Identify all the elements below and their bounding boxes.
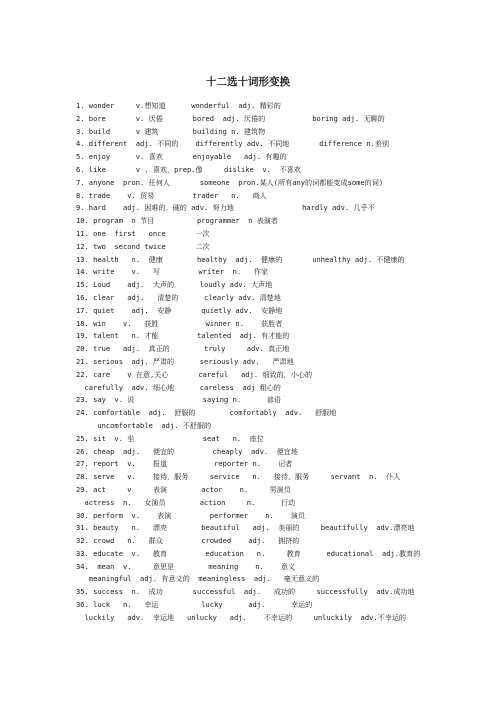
- word-list-line: 1. wonder v.想知道 wonderful adj. 精彩的: [76, 101, 281, 110]
- word-list-line: 17. quiet adj. 安静 quietly adv. 安静地: [76, 305, 283, 315]
- word-list-line: 4. different adj. 不同的 differently adv. 不同地 difference n.差别: [76, 139, 389, 149]
- word-list-line: 27. report v. 报道 reporter n. 记者: [76, 459, 293, 469]
- word-list-line: 28. serve v. 接待，服务 service n. 接待，服务 servant n. 仆人: [76, 472, 401, 482]
- word-list-line: 19. talent n. 才能 talented adj. 有才能的: [76, 331, 290, 341]
- word-list-line: actress n. 女演员 action n. 行动: [76, 497, 296, 507]
- word-list-line: 3. build v 建筑 building n. 建筑物: [76, 126, 266, 136]
- word-list-line: carefully adv. 细心地 careless adj 粗心的: [76, 382, 281, 392]
- word-list-line: 18. win v. 获胜 winner n. 获胜者: [76, 318, 283, 328]
- word-list-line: 15. Loud adj. 大声的 loudly adv. 大声地: [76, 280, 273, 290]
- word-list-line: 8. trade v. 贸易 trader n. 商人: [76, 190, 267, 200]
- word-list-line: 12. two second twice 二次: [76, 241, 210, 251]
- word-list-line: 26. cheap adj. 便宜的 cheaply adv. 便宜地: [76, 446, 298, 456]
- word-list-line: 5. enjoy v. 喜欢 enjoyable adj. 有趣的: [76, 152, 287, 162]
- word-list-line: 11. one first once 一次: [76, 228, 210, 238]
- word-list-line: 6. like v . 喜欢，prep.像 dislike v. 不喜欢: [76, 164, 301, 174]
- word-list-line: 7. anyone pron. 任何人 someone pron.某人(所有any的词都能变成some的词): [76, 177, 384, 187]
- word-list-line: 16. clear adj. 清楚的 clearly adv. 清楚地: [76, 292, 281, 302]
- word-list-line: 23. say v. 说 saying n. 谚语: [76, 395, 281, 405]
- word-list-line: 2. bore v. 厌倦 bored adj. 厌倦的 boring adj. 无聊的: [76, 113, 385, 123]
- word-list-line: 10. program n 节目 programmer n 表演者: [76, 216, 279, 226]
- word-list-line: 30. perform v. 表演 performer n. 演员: [76, 510, 306, 520]
- word-list-line: 22. care v 在意,关心 careful adj. 细致的，小心的: [76, 369, 313, 379]
- word-list: [76, 100, 486, 625]
- word-list-line: 31. beauty n. 漂亮 beautiful adj. 美丽的 beautifully adv.漂亮地: [76, 523, 415, 533]
- word-list-line: 25. sit v. 坐 seat n. 座位: [76, 433, 264, 443]
- word-list-line: 35. success n. 成功 successful adj. 成功的 successfully adv.成功地: [76, 587, 415, 597]
- word-list-line: 36. luck n. 幸运 lucky adj. 幸运的: [76, 600, 313, 610]
- word-list-line: 20. true adj. 真正的 truly adv. 真正地: [76, 344, 290, 354]
- word-list-line: 13. health n. 健康 healthy adj. 健康的 unhealthy adj. 不健康的: [76, 254, 405, 264]
- page-title: 十二选十词形变换: [206, 76, 290, 88]
- word-list-line: 14. write v. 写 writer n. 作家: [76, 267, 269, 277]
- word-list-line: 33. educate v. 教育 education n. 教育 educational adj.教育的: [76, 548, 421, 558]
- word-list-line: 21. serious adj. 严肃的 seriously adv. 严肃地: [76, 356, 294, 366]
- word-list-line: 32. crowd n. 群众 crowded adj. 拥挤的: [76, 536, 300, 546]
- word-list-line: 9. hard adj. 困难的，硬的 adv. 努力地 hardly adv. 几乎不: [76, 203, 375, 213]
- word-list-line: meaningful adj. 有意义的 meaningless adj. 毫无意义的: [76, 574, 320, 584]
- word-list-line: luckily adv. 幸运地 unlucky adj. 不幸运的 unluckily adv.不幸运的: [76, 612, 407, 622]
- word-list-line: 34. mean v. 意思是 meaning n. 意义: [76, 561, 296, 571]
- word-list-line: 24. comfortable adj. 舒服的 comfortably adv. 舒服地: [76, 408, 337, 418]
- word-list-line: 29. act v 表演 actor n. 男演员: [76, 484, 291, 494]
- word-list-line: uncomfortable adj. 不舒服的: [76, 420, 212, 430]
